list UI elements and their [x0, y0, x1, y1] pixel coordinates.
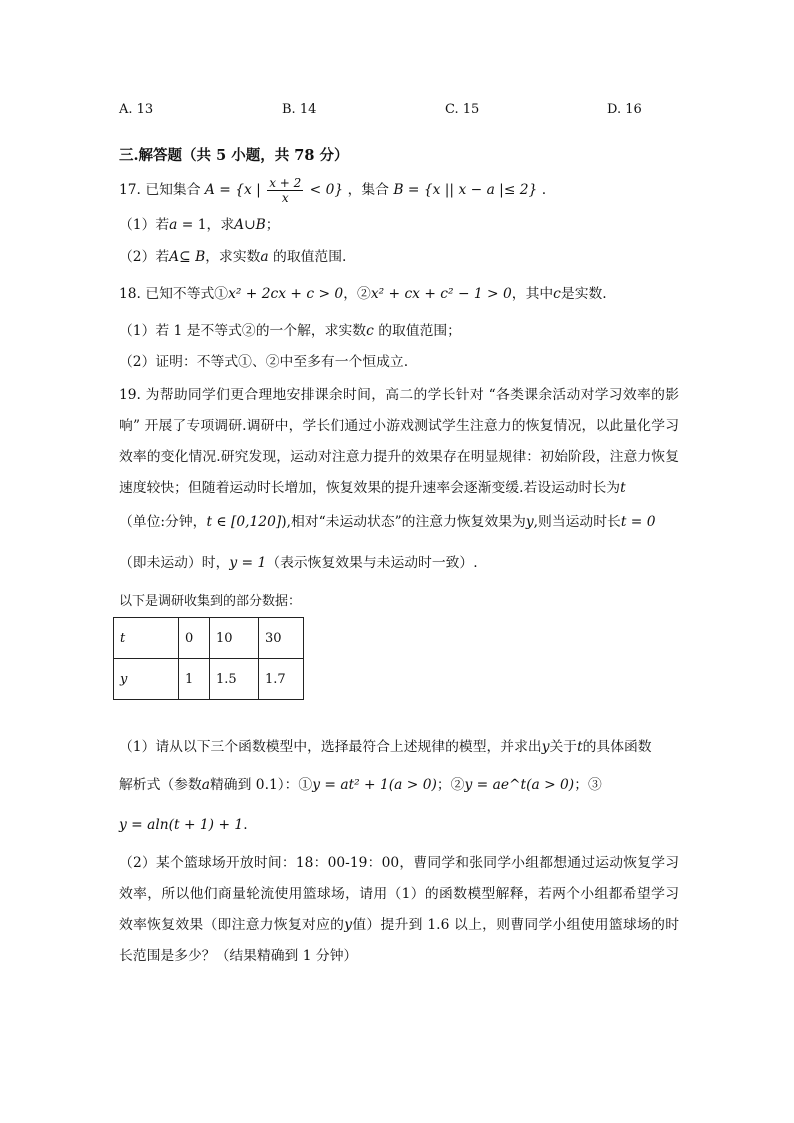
fraction-numerator: x + 2 — [269, 176, 302, 190]
q18-part2: （2）证明：不等式①、②中至多有一个恒成立. — [119, 354, 409, 370]
section-title: 三.解答题（共 5 小题，共 78 分） — [119, 147, 349, 164]
q18-p1-pre: （1）若 1 是不等式②的一个解，求实数 — [119, 323, 367, 339]
table-cell: 1 — [179, 659, 210, 700]
q17-p2-pre: （2）若 — [119, 249, 170, 265]
q19-part2 — [119, 848, 679, 972]
q19-intro — [119, 380, 679, 504]
q19-part1-line2 — [119, 775, 602, 795]
q18-end: 是实数. — [560, 286, 607, 302]
q19-p1-g: ；③ — [574, 777, 602, 793]
q17-part2 — [119, 247, 346, 267]
q17-p1-union: A∪B — [234, 217, 266, 233]
q19-line2-pre: （单位:分钟， — [119, 514, 207, 530]
data-table — [113, 617, 304, 700]
q19-intro-text: 19. 为帮助同学们更合理地安排课余时间，高二的学长针对 “各类课余活动对学习效率的影响” 开展了专项调研.调研中，学长们通过小游戏测试学生注意力的恢复情况，以此量化学习效率的变化情况.研究发现，运动对注意力提升的效果存在明显规律：初始阶段，注意力恢复速度较快；但随着运动时长增加，恢复效果的提升速率会逐渐变缓.若设运动时长为 — [119, 387, 679, 496]
q17-p2-var: a — [260, 249, 269, 265]
q18-inequality-2: x² + cx + c² − 1 > 0 — [370, 286, 512, 302]
fraction-denominator: x — [281, 191, 289, 205]
q18-part1 — [119, 321, 461, 341]
option-c: C. 15 — [445, 102, 480, 117]
q19-p1-y: y — [541, 739, 550, 755]
q19-p1-a: （1）请从以下三个函数模型中，选择最符合上述规律的模型，并求出 — [119, 739, 542, 755]
set-a-close: < 0} — [309, 182, 344, 198]
q19-line2 — [119, 512, 655, 532]
table-row — [114, 659, 304, 700]
q18-p1-var: c — [366, 323, 374, 339]
q19-line2-eq: t = 0 — [620, 514, 656, 530]
set-a-open: A = {x | — [204, 182, 261, 198]
model-2: y = ae^t(a > 0) — [464, 777, 575, 793]
option-d: D. 16 — [607, 102, 642, 117]
q18-var: c — [553, 286, 561, 302]
table-cell: t — [114, 618, 179, 659]
q19-line3 — [119, 553, 478, 573]
q19-line3-pre: （即未运动）时， — [119, 555, 230, 571]
q19-p2-end: 值）提升到 1.6 以上，则曹同学小组使用篮球场的时长范围是多少？（结果精确到 1 分钟） — [119, 917, 679, 964]
q17-statement — [119, 176, 546, 205]
q19-part1-line1 — [119, 737, 652, 757]
q17-p1-pre: （1）若 — [119, 217, 170, 233]
set-b: B = {x || x − a |≤ 2} — [393, 182, 538, 198]
q17-p2-end: 的取值范围. — [268, 249, 347, 265]
q19-p2-var: y — [344, 917, 353, 933]
q17-p2-subset: A⊆ B — [169, 249, 206, 265]
q19-domain: t ∈ [0,120] — [206, 514, 282, 530]
q19-p1-c: 的具体函数 — [582, 739, 652, 755]
option-b: B. 14 — [282, 102, 317, 117]
table-cell: 1.7 — [259, 659, 304, 700]
q18-sep: ，② — [343, 286, 371, 302]
q19-p2-text: （2）某个篮球场开放时间：18：00-19：00，曹同学和张同学小组都想通过运动恢复学习效率，所以他们商量轮流使用篮球场，请用（1）的函数模型解释，若两个小组都希望学习效率恢复效果（即注意力恢复对应的 — [119, 855, 679, 933]
q17-lead: 17. 已知集合 — [119, 182, 201, 198]
q17-p1-var: a — [169, 217, 178, 233]
q17-p2-mid: ，求实数 — [205, 249, 261, 265]
q17-mid: ，集合 — [347, 182, 389, 198]
model-1: y = at² + 1(a > 0) — [312, 777, 437, 793]
table-row — [114, 618, 304, 659]
q17-end: . — [541, 182, 547, 198]
q17-p1-eq: = 1 — [177, 217, 207, 233]
q19-p1-d: 解析式（参数 — [119, 777, 202, 793]
q19-line2-mid: ),相对“未运动状态”的注意力恢复效果为 — [281, 514, 526, 530]
q19-p1-t: t — [577, 739, 583, 755]
q18-inequality-1: x² + 2cx + c > 0 — [228, 286, 344, 302]
q19-line2-end: ,则当运动时长 — [533, 514, 621, 530]
q18-p1-end: 的取值范围； — [373, 323, 461, 339]
set-a-fraction — [267, 176, 303, 205]
q18-statement — [119, 284, 607, 304]
q19-line2-var: y — [525, 514, 534, 530]
table-caption: 以下是调研收集到的部分数据： — [119, 594, 302, 609]
table-cell: 30 — [259, 618, 304, 659]
model-3: y = aln(t + 1) + 1 — [119, 817, 244, 833]
table-cell: 0 — [179, 618, 210, 659]
q18-mid: ，其中 — [511, 286, 554, 302]
q19-part1-line3 — [119, 815, 248, 835]
q19-p1-b: 关于 — [549, 739, 578, 755]
q19-p1-param: a — [201, 777, 211, 793]
table-cell: 1.5 — [210, 659, 259, 700]
q17-p1-mid: ，求 — [206, 217, 235, 233]
model-3-end: . — [243, 817, 248, 833]
q19-line3-end: （表示恢复效果与未运动时一致）. — [266, 555, 478, 571]
table-cell: y — [114, 659, 179, 700]
q17-part1 — [119, 215, 280, 235]
table-cell: 10 — [210, 618, 259, 659]
q19-line3-math: y = 1 — [229, 555, 267, 571]
q17-p1-end: ； — [265, 217, 280, 233]
q19-intro-var: t — [620, 480, 626, 496]
q19-p1-f: ；② — [436, 777, 465, 793]
q19-p1-e: 精确到 0.1）：① — [210, 777, 313, 793]
q18-lead: 18. 已知不等式① — [119, 286, 229, 302]
option-a: A. 13 — [119, 102, 154, 117]
